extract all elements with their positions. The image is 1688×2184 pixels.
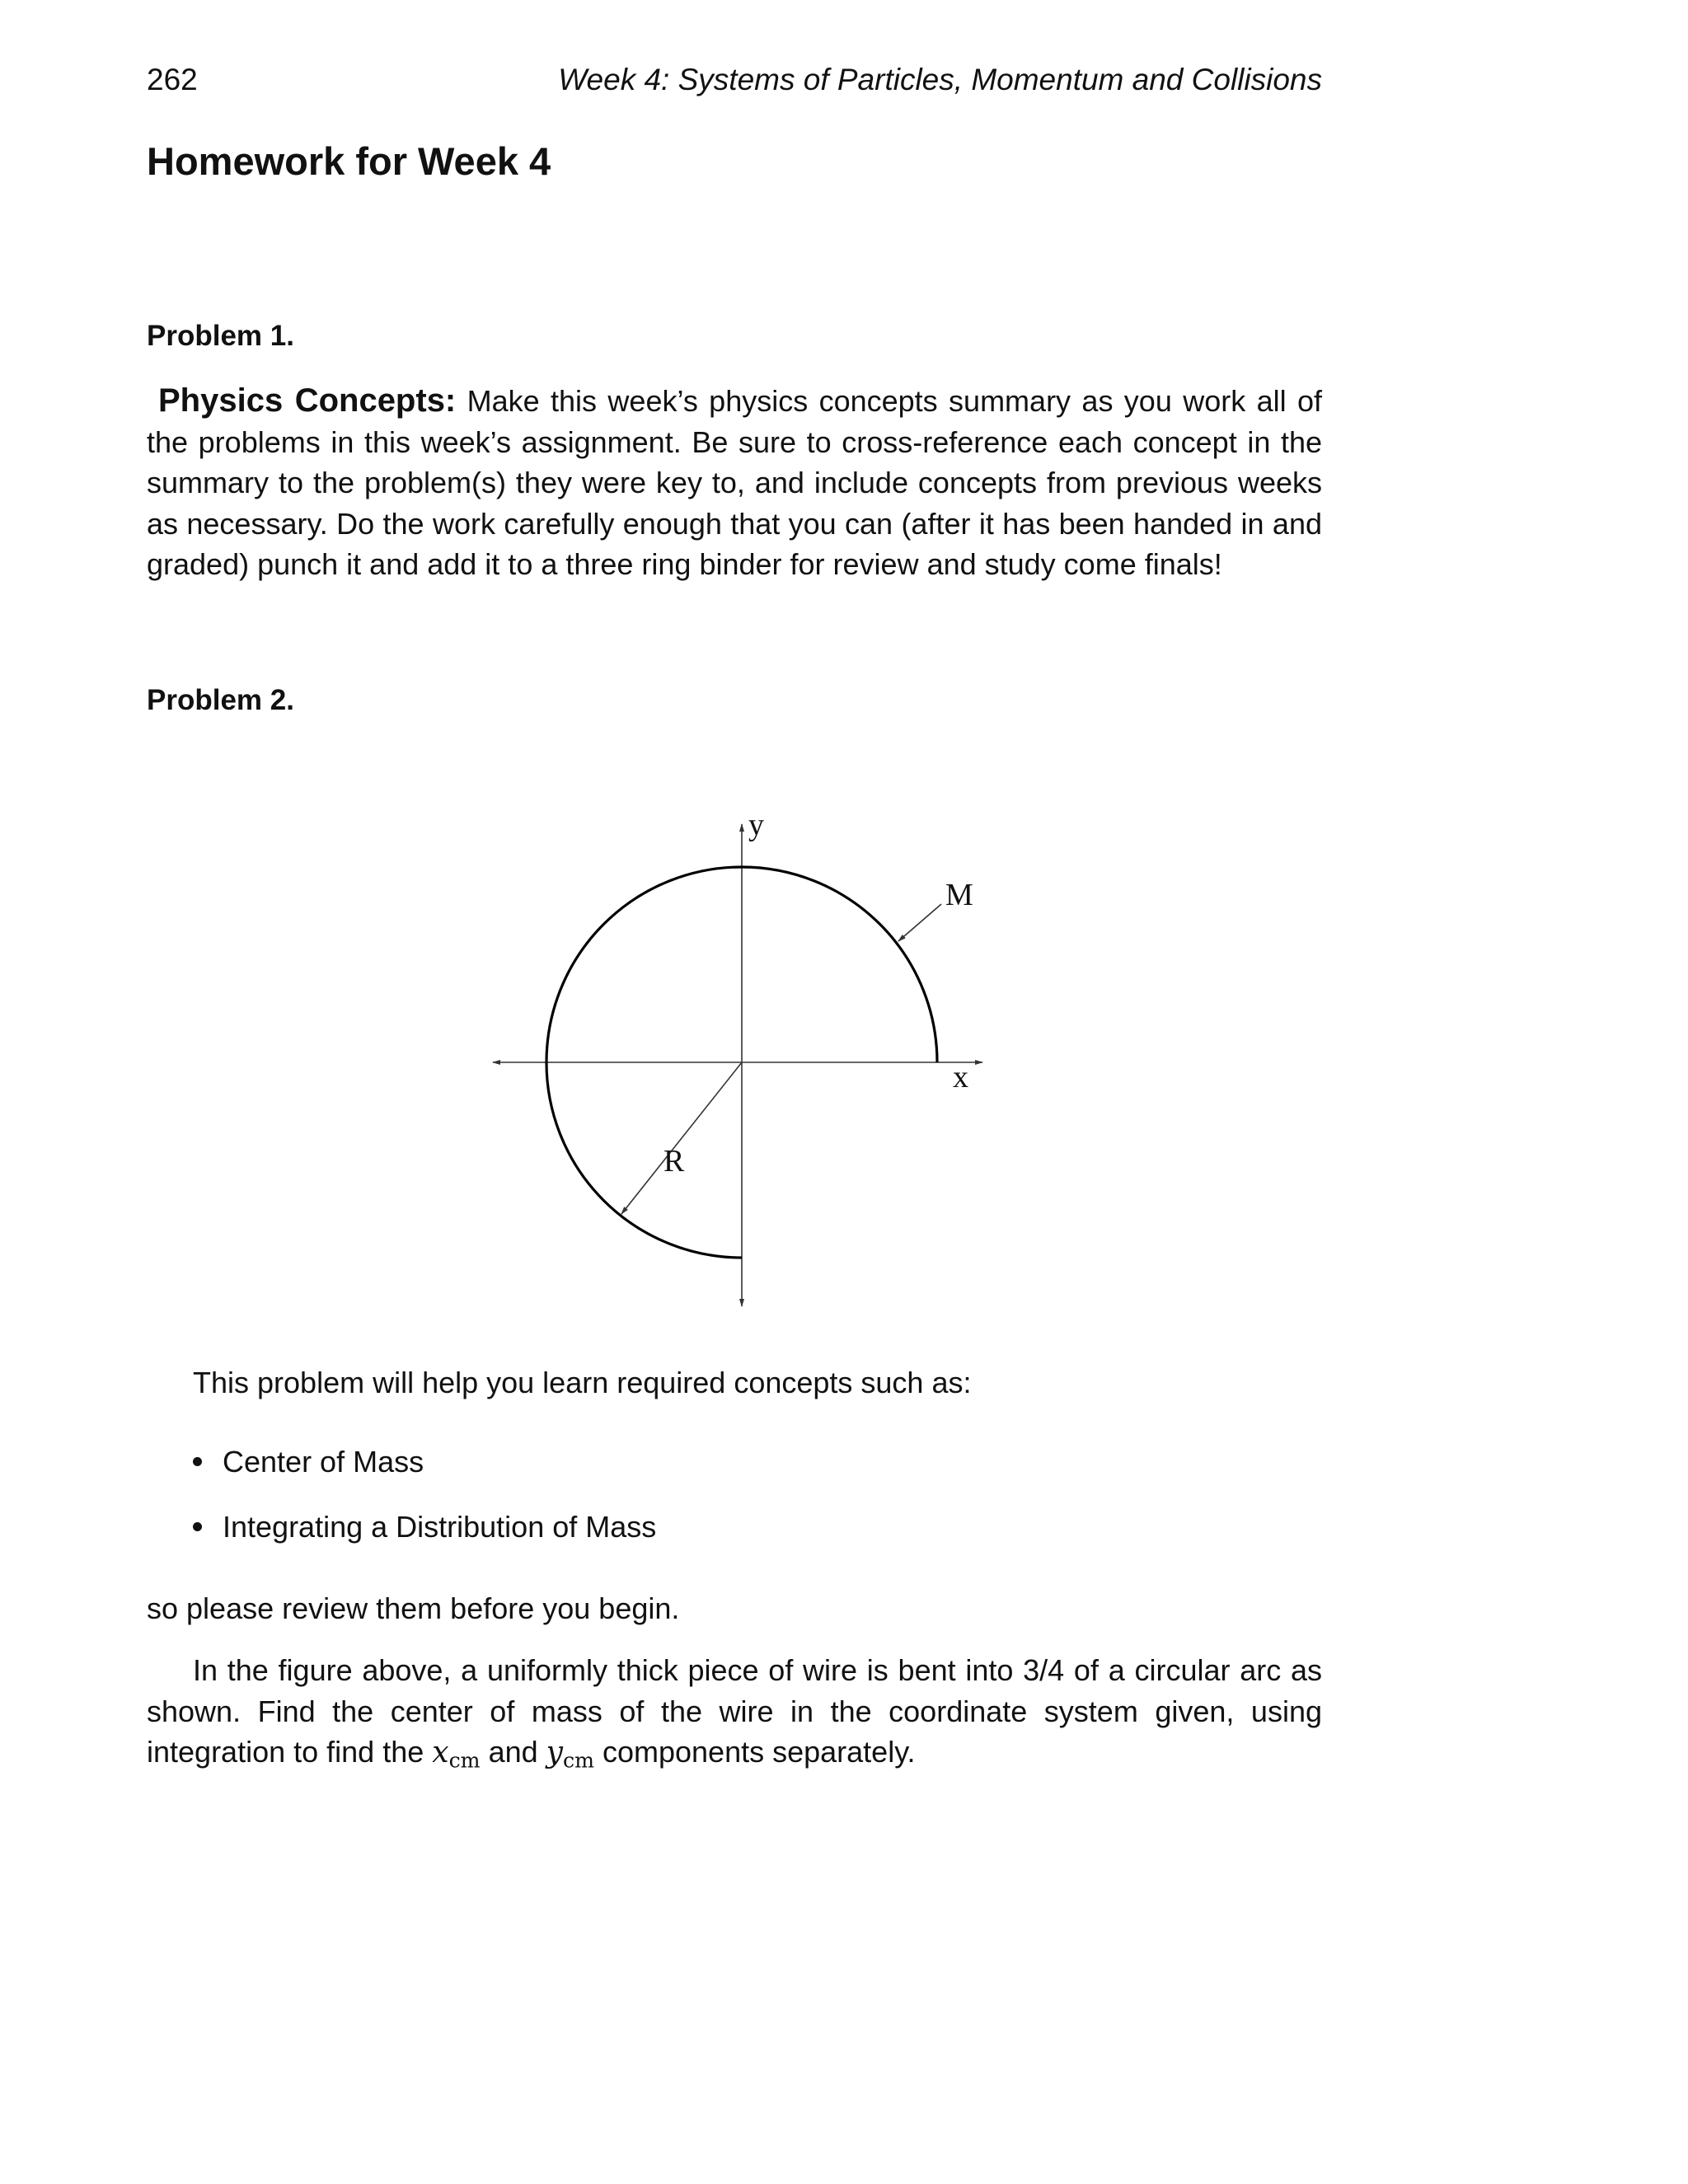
x-cm-base: x [432, 1736, 449, 1769]
problem-2-end: components separately. [593, 1735, 916, 1769]
concept-item [193, 1509, 656, 1574]
problem-2-and: and [480, 1735, 546, 1769]
concept-label: Center of Mass [223, 1445, 424, 1479]
review-note: so please review them before you begin. [147, 1591, 680, 1625]
mass-pointer-arrow [898, 904, 941, 941]
problem-2-paragraph [147, 1650, 1322, 1781]
problem-2-text: In the figure above, a uniformly thick piece of wire is bent into 3/4 of a circular arc as shown. Find the center of mass of the wire in the coordinate system given, using integration to find the [147, 1653, 1322, 1769]
y-cm-base: y [546, 1736, 563, 1769]
x-cm-symbol [432, 1736, 481, 1773]
radius-label: R [663, 1144, 685, 1179]
y-axis-label: y [748, 808, 764, 842]
concepts-intro: This problem will help you learn required concepts such as: [193, 1366, 972, 1399]
bullet-icon [193, 1457, 202, 1466]
problem-1-paragraph [147, 381, 1322, 585]
running-head: Week 4: Systems of Particles, Momentum and Collisions [558, 63, 1322, 96]
problem-1-heading: Problem 1. [147, 320, 294, 352]
section-title: Homework for Week 4 [147, 139, 551, 183]
radius-arrow [621, 1062, 742, 1214]
concept-list [193, 1444, 656, 1574]
physics-concepts-lead: Physics Concepts: [158, 382, 457, 419]
x-cm-subscript: cm [448, 1748, 481, 1773]
concept-item [193, 1444, 656, 1509]
y-cm-symbol [546, 1736, 594, 1773]
page-number: 262 [147, 63, 198, 96]
x-axis-label: x [953, 1060, 968, 1094]
problem-1-text: Make this week’s physics concepts summary as you work all of the problems in this week’s assignment. Be sure to cross-reference each concept in the summary to the problem(s) they were key to, and include concepts from previous weeks as necessary. Do the work carefully enough that you can (after it has been handed in and graded) punch it and add it to a three ring binder for review and study come finals! [147, 384, 1322, 581]
mass-label: M [945, 878, 973, 912]
y-cm-subscript: cm [562, 1748, 594, 1773]
concept-label: Integrating a Distribution of Mass [223, 1510, 657, 1544]
bullet-icon [193, 1522, 202, 1531]
wire-arc-figure [478, 808, 1006, 1319]
problem-2-heading: Problem 2. [147, 684, 294, 716]
